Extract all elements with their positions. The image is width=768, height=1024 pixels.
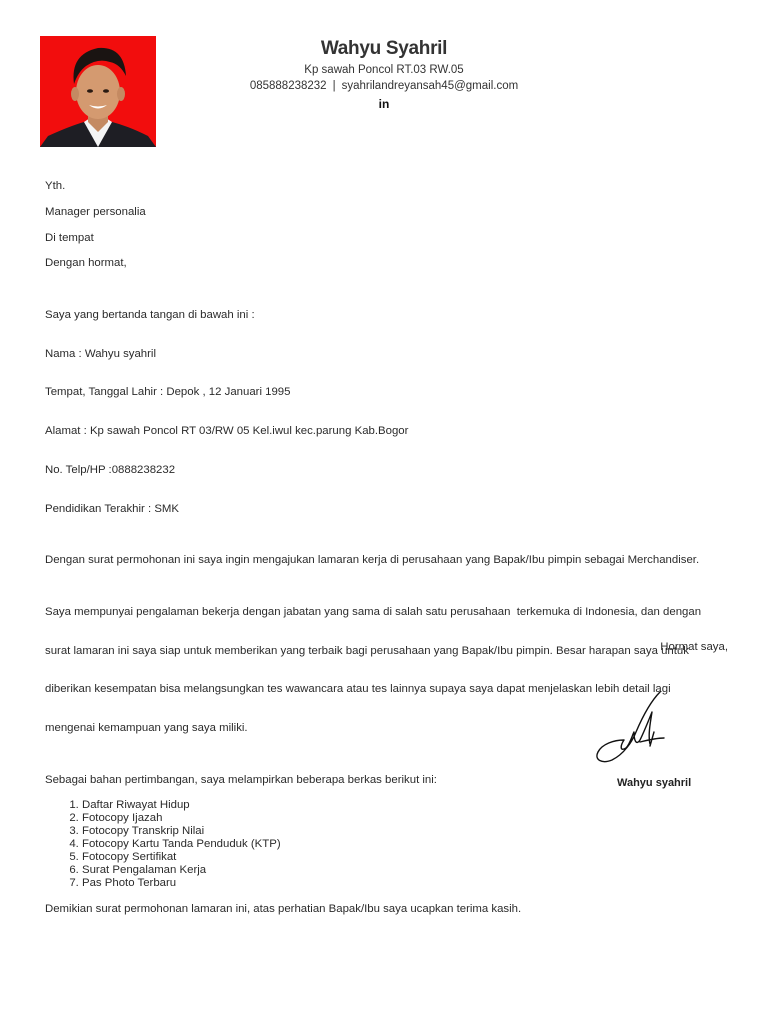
place: Di tempat [45, 231, 94, 244]
identity-line: Saya yang bertanda tangan di bawah ini : [45, 309, 255, 321]
identity-line: Pendidikan Terakhir : SMK [45, 502, 180, 515]
greeting: Dengan hormat, [45, 257, 127, 270]
attachments-intro: Sebagai bahan pertimbangan, saya melampirkan beberapa berkas berikut ini: [45, 773, 437, 786]
purpose-paragraph: Dengan surat permohonan ini saya ingin mengajukan lamaran kerja di perusahaan yang Bapak/Ibu pimpin sebagai Merchandiser. [45, 554, 700, 567]
identity-line: No. Telp/HP :0888238232 [45, 463, 176, 476]
identity-line: Alamat : Kp sawah Poncol RT 03/RW 05 Kel.iwul kec.parung Kab.Bogor [45, 425, 409, 438]
applicant-address: Kp sawah Poncol RT.03 RW.05 [304, 64, 464, 76]
closing-phrase: Hormat saya, [660, 641, 728, 653]
list-item: 4. Fotocopy Kartu Tanda Penduduk (KTP) [82, 838, 725, 851]
experience-line: surat lamaran ini saya siap untuk memberikan yang terbaik bagi perusahaan yang Bapak/Ibu pimpin. Besar harapan saya untuk [45, 644, 689, 657]
linkedin-icon[interactable]: in [378, 97, 390, 111]
identity-block [45, 283, 725, 541]
contact-line [0, 80, 768, 92]
identity-line: Nama : Wahyu syahril [45, 347, 156, 360]
attachments-list [45, 799, 725, 889]
list-item: 7. Pas Photo Terbaru [82, 877, 725, 890]
list-item: 1. Daftar Riwayat Hidup [82, 799, 725, 812]
salutation-to: Yth. [45, 180, 66, 192]
list-item: 6. Surat Pengalaman Kerja [82, 864, 725, 877]
experience-line: mengenai kemampuan yang saya miliki. [45, 721, 248, 734]
letter-header [0, 38, 768, 111]
list-item: 2. Fotocopy Ijazah [82, 812, 725, 825]
applicant-name: Wahyu Syahril [320, 38, 448, 59]
applicant-phone: 085888238232 [249, 80, 327, 92]
closing-paragraph: Demikian surat permohonan lamaran ini, atas perhatian Bapak/Ibu saya ucapkan terima kasih. [45, 902, 522, 915]
identity-line: Tempat, Tanggal Lahir : Depok , 12 Januari 1995 [45, 386, 291, 399]
list-item: 5. Fotocopy Sertifikat [82, 851, 725, 864]
experience-line: diberikan kesempatan bisa melangsungkan tes wawancara atau tes lainnya supaya saya dapat menjelaskan lebih detail lagi [45, 683, 671, 696]
recipient: Manager personalia [45, 205, 146, 218]
list-item: 3. Fotocopy Transkrip Nilai [82, 825, 725, 838]
contact-separator: | [332, 80, 336, 92]
signer-name: Wahyu syahril [617, 777, 692, 789]
applicant-email[interactable]: syahrilandreyansah45@gmail.com [341, 80, 519, 92]
experience-line: Saya mempunyai pengalaman bekerja dengan jabatan yang sama di salah satu perusahaan terkemuka di Indonesia, dan dengan [45, 605, 702, 618]
letter-body [45, 180, 725, 928]
handwritten-signature [590, 688, 670, 768]
